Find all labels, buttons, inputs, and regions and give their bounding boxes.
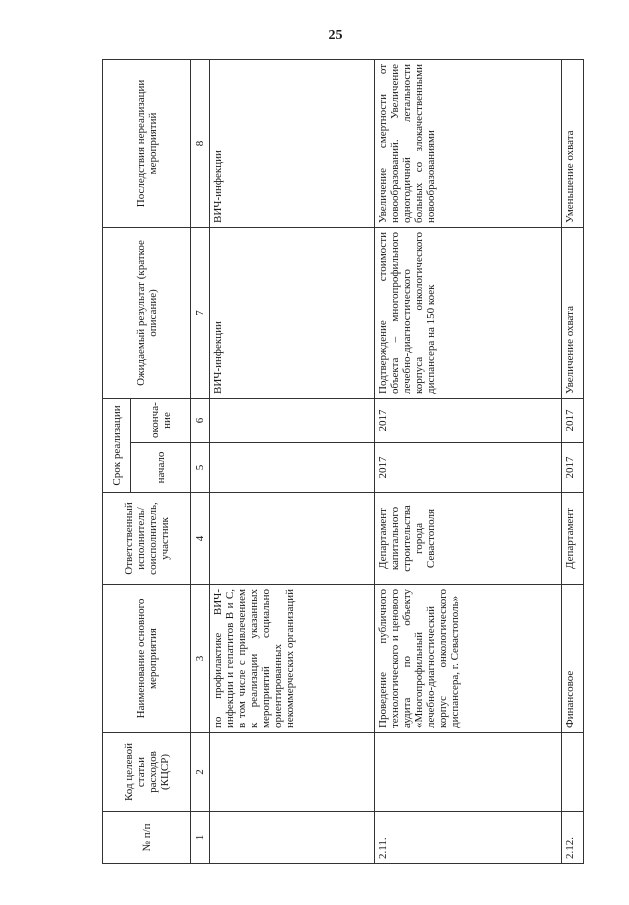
column-number: 4 xyxy=(191,493,210,585)
row-start: 2017 xyxy=(562,443,584,493)
header-expected-result: Ожидаемый результат (краткое описание) xyxy=(103,227,191,398)
row-start xyxy=(210,443,375,493)
row-executor: Департамент xyxy=(562,493,584,585)
row-code xyxy=(210,733,375,812)
row-consequence: Увеличение смертности от новообразований. Увеличение одногодичной летальности больных со злокачественными новообразованиями xyxy=(375,59,562,227)
row-end: 2017 xyxy=(562,398,584,442)
row-end: 2017 xyxy=(375,398,562,442)
header-start: начало xyxy=(131,443,191,493)
column-number: 8 xyxy=(191,59,210,227)
header-row xyxy=(103,59,131,863)
column-number: 3 xyxy=(191,585,210,733)
column-number: 7 xyxy=(191,227,210,398)
header-activity-name: Наименование основного мероприятия xyxy=(103,585,191,733)
column-number: 2 xyxy=(191,733,210,812)
table-row xyxy=(210,59,375,863)
row-activity-name: Проведение публичного технологического и ценового аудита по объекту «Многопрофильный лечебно-диагностический корпус онкологического диспансера, г. Севастополь» xyxy=(375,585,562,733)
row-number xyxy=(210,812,375,864)
header-consequences: Последствия нереализации мероприятий xyxy=(103,59,191,227)
row-code xyxy=(375,733,562,812)
row-expected-result: ВИЧ-инфекции xyxy=(210,227,375,398)
row-consequence: Уменьшение охвата xyxy=(562,59,584,227)
column-number: 6 xyxy=(191,398,210,442)
rotated-table-wrapper xyxy=(102,60,584,864)
header-end: оконча-ние xyxy=(131,398,191,442)
activities-table xyxy=(102,59,584,864)
page-number: 25 xyxy=(328,28,343,43)
header-period: Срок реализации xyxy=(103,398,131,492)
row-expected-result: Увеличение охвата xyxy=(562,227,584,398)
column-number: 1 xyxy=(191,812,210,864)
header-code: Код целевой статьи расходов (КЦСР) xyxy=(103,733,191,812)
row-number: 2.12. xyxy=(562,812,584,864)
header-number: № п/п xyxy=(103,812,191,864)
column-number: 5 xyxy=(191,443,210,493)
row-start: 2017 xyxy=(375,443,562,493)
row-number: 2.11. xyxy=(375,812,562,864)
table-row xyxy=(562,59,584,863)
header-executor: Ответственный исполнитель/ соисполнитель, участник xyxy=(103,493,191,585)
row-end xyxy=(210,398,375,442)
table-row xyxy=(375,59,562,863)
row-activity-name: Финансовое xyxy=(562,585,584,733)
column-number-row xyxy=(191,59,210,863)
row-expected-result: Подтверждение стоимости объекта – многопрофильного лечебно-диагностического корпуса онкологического диспансера на 150 коек xyxy=(375,227,562,398)
row-consequence: ВИЧ-инфекции xyxy=(210,59,375,227)
row-executor xyxy=(210,493,375,585)
row-executor: Департамент капитального строительства города Севастополя xyxy=(375,493,562,585)
row-code xyxy=(562,733,584,812)
row-activity-name: по профилактике ВИЧ-инфекции и гепатитов В и С, в том числе с привлечением к реализации указанных мероприятий социально ориентированных некоммерческих организаций xyxy=(210,585,375,733)
